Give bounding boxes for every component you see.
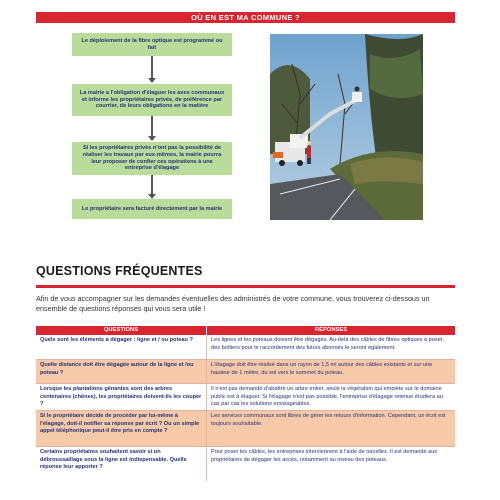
- flow-step-2: La mairie a l'obligation d'élaguer les axes communaux et informe les propriétaires privés, de préférence par courrier, de leurs obligations en la matière: [72, 84, 232, 116]
- faq-answer: Il n'est pas demandé d'abattre un arbre entier, seule la végétation qui empiète sur le domaine public est à élaguer. Si l'élagage n'est pas possible, l'entreprise d'élagage retenue étudiera au cas par cas les solutions envisageables.: [211, 386, 443, 408]
- title-underline: [36, 285, 455, 288]
- faq-question: Quels sont les éléments à dégager : ligne et / ou poteau ?: [36, 335, 207, 359]
- flow-step-4: Le propriétaire sera facturé directement par la mairie: [72, 199, 232, 219]
- faq-answer: Les services communaux sont libres de gérer les retours d'information. Cependant, un écrit est toujours souhaitable.: [211, 413, 446, 427]
- table-row: [36, 411, 455, 447]
- header-questions: QUESTIONS: [36, 326, 207, 335]
- faq-answer: L'élagage doit être réalisé dans un rayon de 1,5 ml autour des câbles existants et sur une hauteur de 1 mètre, du sol vers le sommet du poteau.: [211, 362, 433, 376]
- table-row: [36, 384, 455, 411]
- flow-arrow-down-icon: [151, 56, 153, 79]
- faq-title: QUESTIONS FRÉQUENTES: [36, 264, 203, 278]
- section-banner: OÙ EN EST MA COMMUNE ?: [36, 12, 455, 23]
- faq-question: Si le propriétaire décide de procéder par lui-même à l'élagage, doit-il notifier sa réponse par écrit ? Ou un simple appel téléphonique peut-il être pris en compte ?: [36, 411, 207, 446]
- bucket-truck-photo: [270, 34, 423, 220]
- faq-question: Quelle distance doit être dégagée autour de la ligne et /ou poteau ?: [36, 360, 207, 383]
- table-row: [36, 335, 455, 360]
- faq-intro: Afin de vous accompagner sur les demandes éventuelles des administrés de votre commune, vous trouverez ci-dessous un ensemble de questions réponses qui vous sera utile !: [36, 294, 430, 313]
- faq-table: [36, 326, 455, 481]
- faq-table-header: [36, 326, 455, 335]
- faq-question: Certains propriétaires souhaitent savoir si un débroussaillage sous la ligne est indispensable. Quelle réponse leur apporter ?: [36, 447, 207, 481]
- table-row: [36, 447, 455, 481]
- flow-step-3: Si les propriétaires privés n'ont pas la possibilité de réaliser les travaux par eux-mêmes, la mairie pourra leur proposer de confier ces opérations à une entreprise d'élagage: [72, 142, 232, 175]
- faq-answer: Pour poser les câbles, les entreprises interviennent à l'aide de nacelles. Il est demandé aux propriétaires de dégager les accès, notamment au niveau des poteaux.: [211, 449, 438, 463]
- flow-arrow-down-icon: [151, 116, 153, 137]
- flow-arrow-down-icon: [151, 175, 153, 195]
- header-answers: RÉPONSES: [314, 327, 348, 333]
- faq-question: Lorsque les plantations gênantes sont des arbres centenaires (chênes), les propriétaires doivent-ils les couper ?: [36, 384, 207, 410]
- table-row: [36, 360, 455, 384]
- faq-answer: Les lignes et les poteaux doivent être dégagés. Au-delà des câbles de fibres optiques à poser, des boîtiers pour le raccordement des futurs abonnés le seront également.: [211, 337, 444, 351]
- flow-step-1: Le déploiement de la fibre optique est programmé ou fait: [72, 33, 232, 56]
- photo-illustration: [270, 34, 423, 220]
